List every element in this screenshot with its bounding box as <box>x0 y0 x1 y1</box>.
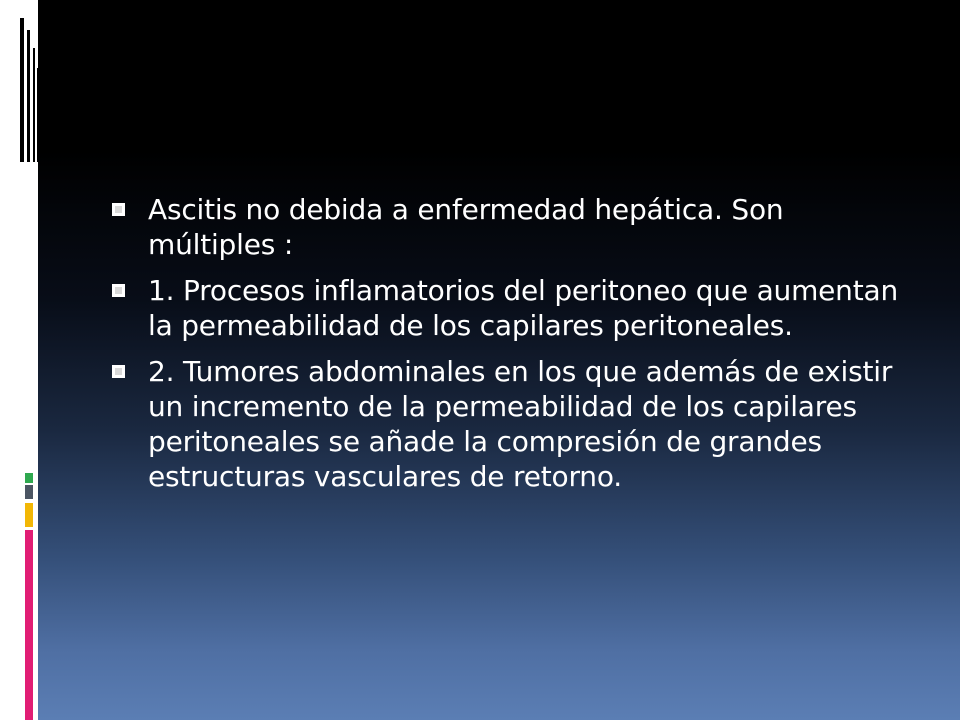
stripe-2 <box>27 30 30 162</box>
bullet-text: 2. Tumores abdominales en los que además de existir un incremento de la permeabilidad de los capilares peritoneales se añade la compresión de grandes estructuras vasculares de retorno. <box>148 355 893 493</box>
grey-accent-marker <box>25 485 33 499</box>
bullet-item-2 <box>112 273 912 343</box>
green-accent-marker <box>25 473 33 483</box>
stripe-1 <box>20 18 24 162</box>
bullet-text: Ascitis no debida a enfermedad hepática. Son múltiples : <box>148 193 784 261</box>
square-bullet-icon <box>112 284 125 297</box>
stripe-3 <box>33 48 35 162</box>
stripe-4 <box>37 68 38 162</box>
square-bullet-icon <box>112 365 125 378</box>
bullet-item-3 <box>112 354 912 494</box>
yellow-accent-marker <box>25 503 33 527</box>
slide-body <box>112 192 912 505</box>
square-bullet-icon <box>112 203 125 216</box>
bullet-text: 1. Procesos inflamatorios del peritoneo que aumentan la permeabilidad de los capilares peritoneales. <box>148 274 899 342</box>
bullet-item-1 <box>112 192 912 262</box>
pink-accent-marker <box>25 530 33 720</box>
